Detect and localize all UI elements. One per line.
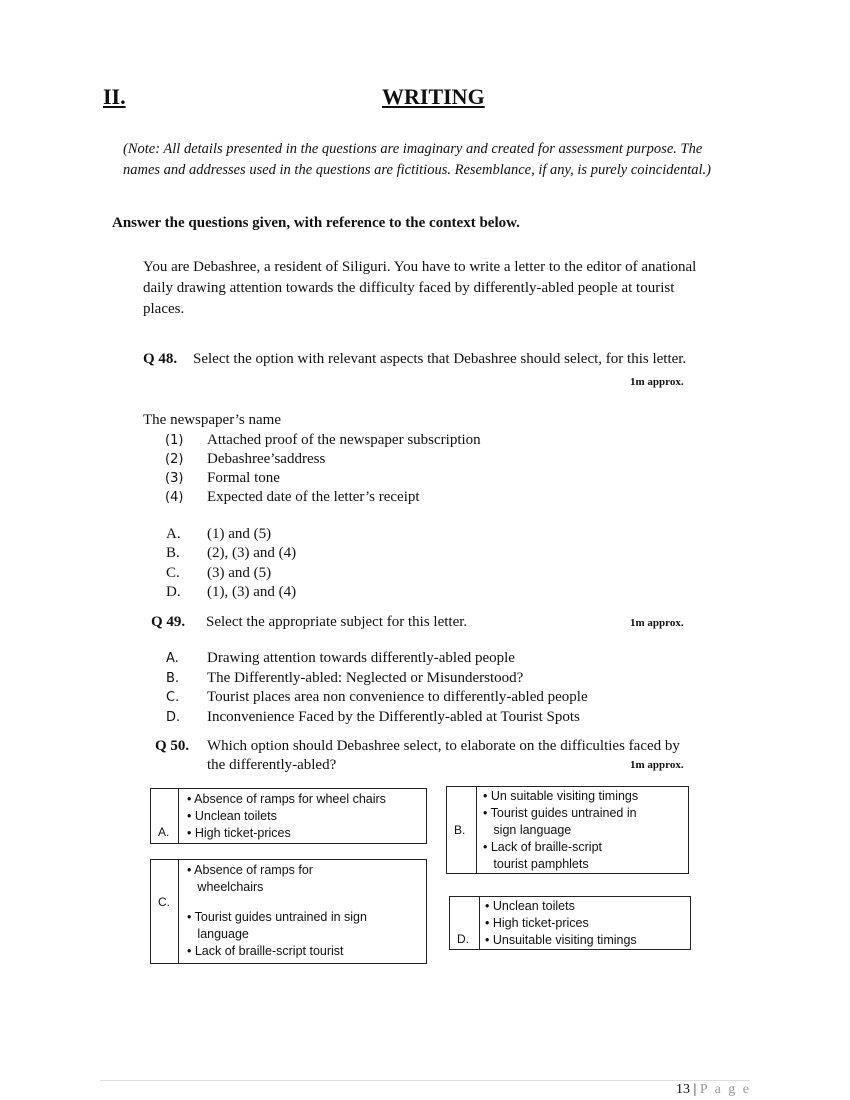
q48-option-letter: A.	[166, 526, 181, 542]
q49-number: Q 49.	[151, 614, 186, 630]
q48-marks: 1m approx.	[630, 376, 684, 388]
q50-text-line1: Which option should Debashree select, to elaborate on the difficulties faced by	[207, 738, 680, 754]
box-item: • Lack of braille-script tourist	[187, 944, 344, 958]
instruction: Answer the questions given, with reference to the context below.	[112, 215, 520, 231]
q50-option-box-c	[150, 859, 427, 964]
page-number: 13	[676, 1082, 690, 1097]
box-letter: A.	[158, 825, 170, 839]
q48-number: Q 48.	[143, 351, 178, 367]
q48-lead-item: The newspaper’s name	[143, 412, 282, 428]
q49-option-text: Inconvenience Faced by the Differently-abled at Tourist Spots	[207, 709, 580, 725]
q49-option-letter: A.	[166, 651, 179, 666]
box-item: sign language	[483, 823, 572, 837]
q50-marks: 1m approx.	[630, 759, 684, 771]
box-item: wheelchairs	[187, 880, 264, 894]
box-letter: B.	[454, 823, 466, 837]
q48-item-num: (3)	[165, 471, 184, 486]
q49-option-letter: C.	[166, 690, 180, 705]
q48-option-text: (3) and (5)	[207, 565, 272, 581]
page-separator: |	[693, 1082, 697, 1097]
box-letter: D.	[457, 932, 469, 946]
box-item: • Unclean toilets	[485, 899, 575, 913]
q48-item-num: (2)	[165, 452, 184, 467]
box-item: • High ticket-prices	[485, 916, 589, 930]
box-item: • Un suitable visiting timings	[483, 789, 639, 803]
q48-item-text: Debashree’saddress	[207, 451, 326, 467]
box-item: • Absence of ramps for	[187, 863, 313, 877]
box-items	[485, 898, 637, 949]
q48-option-text: (2), (3) and (4)	[207, 545, 297, 561]
box-item: tourist pamphlets	[483, 857, 589, 871]
page-footer	[676, 1082, 751, 1098]
q48-item-text: Attached proof of the newspaper subscription	[207, 432, 481, 448]
q49-option-text: Drawing attention towards differently-abled people	[207, 650, 515, 666]
q48-item-text: Formal tone	[207, 470, 280, 486]
q48-option-text: (1) and (5)	[207, 526, 272, 542]
assessment-note: (Note: All details presented in the questions are imaginary and created for assessment purpose. The names and addresses used in the questions are fictitious. Resemblance, if any, is purely coincidental.)	[123, 141, 711, 178]
box-item: • High ticket-prices	[187, 826, 291, 840]
q48-item-num: (1)	[165, 433, 184, 448]
q50-option-box-d	[449, 896, 691, 950]
box-item: • Tourist guides untrained in	[483, 806, 637, 820]
q50-option-box-b	[446, 786, 689, 874]
q48-text: Select the option with relevant aspects that Debashree should select, for this letter.	[193, 351, 687, 367]
box-item: • Absence of ramps for wheel chairs	[187, 792, 386, 806]
box-item: • Lack of braille-script	[483, 840, 603, 854]
q49-option-text: The Differently-abled: Neglected or Misunderstood?	[207, 670, 524, 686]
q48-item-num: (4)	[165, 490, 184, 505]
q48-option-letter: D.	[166, 584, 181, 600]
q50-number: Q 50.	[155, 738, 190, 754]
q49-option-letter: B.	[166, 671, 180, 686]
box-item	[187, 896, 367, 909]
q50-option-box-a	[150, 788, 427, 844]
q48-item-text: Expected date of the letter’s receipt	[207, 489, 420, 505]
box-items	[187, 791, 386, 842]
box-item: • Tourist guides untrained in sign	[187, 910, 367, 924]
box-item: • Unsuitable visiting timings	[485, 933, 637, 947]
q48-option-text: (1), (3) and (4)	[207, 584, 297, 600]
footer-rule	[100, 1080, 750, 1081]
box-item: language	[187, 927, 249, 941]
box-letter: C.	[158, 895, 170, 909]
box-items	[187, 862, 367, 960]
box-items	[483, 788, 638, 873]
q50-text-line2: the differently-abled?	[207, 757, 337, 773]
box-item: • Unclean toilets	[187, 809, 277, 823]
q49-option-text: Tourist places area non convenience to differently-abled people	[207, 689, 588, 705]
q48-option-letter: B.	[166, 545, 180, 561]
q49-option-letter: D.	[166, 710, 181, 725]
section-number: II.	[103, 84, 126, 109]
page-label: P a g e	[699, 1082, 752, 1097]
section-title: WRITING	[382, 84, 485, 109]
context-paragraph: You are Debashree, a resident of Siliguri. You have to write a letter to the editor of anational daily drawing attention towards the difficulty faced by differently-abled people at tourist places.	[143, 259, 697, 317]
q48-option-letter: C.	[166, 565, 180, 581]
q49-marks: 1m approx.	[630, 617, 684, 629]
q49-text: Select the appropriate subject for this letter.	[206, 614, 468, 630]
